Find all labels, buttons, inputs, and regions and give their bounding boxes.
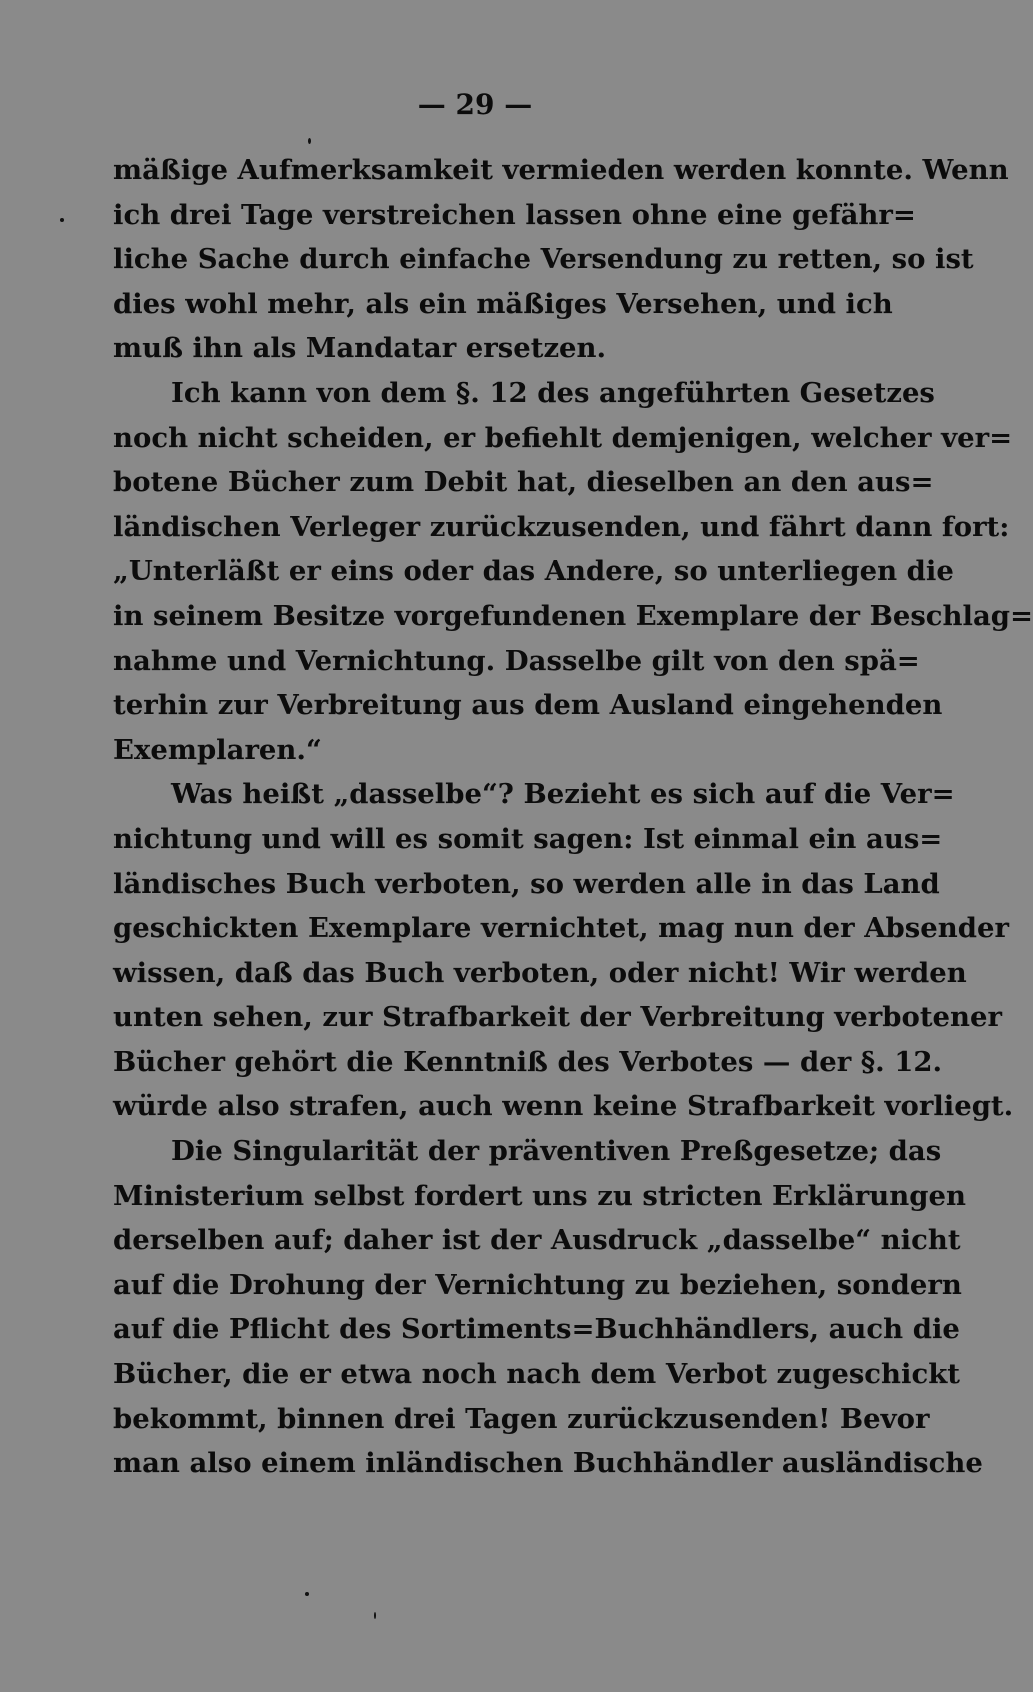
text-line: man also einem inländischen Buchhändler ausländische <box>113 1447 983 1480</box>
text-line: terhin zur Verbreitung aus dem Ausland eingehenden <box>113 689 943 722</box>
text-line: unten sehen, zur Strafbarkeit der Verbreitung verbotener <box>113 1001 1002 1034</box>
ink-speck <box>60 218 64 222</box>
text-line: ich drei Tage verstreichen lassen ohne eine gefähr= <box>113 198 916 231</box>
text-line: nahme und Vernichtung. Dasselbe gilt von den spä= <box>113 644 920 677</box>
text-line: ländischen Verleger zurückzusenden, und fährt dann fort: <box>113 510 1010 543</box>
page-number: — 29 — <box>417 88 533 121</box>
text-line: geschickten Exemplare vernichtet, mag nun der Absender <box>113 912 1009 945</box>
text-line: Die Singularität der präventiven Preßgesetze; das <box>171 1135 942 1168</box>
text-line: mäßige Aufmerksamkeit vermieden werden konnte. Wenn <box>113 154 1009 186</box>
text-line: dies wohl mehr, als ein mäßiges Versehen, und ich <box>113 287 893 320</box>
text-line: in seinem Besitze vorgefundenen Exemplare der Beschlag= <box>113 599 1033 632</box>
text-line: noch nicht scheiden, er befiehlt demjenigen, welcher ver= <box>113 421 1013 454</box>
text-line: muß ihn als Mandatar ersetzen. <box>113 332 607 365</box>
text-line: Exemplaren.“ <box>113 733 322 766</box>
text-line: botene Bücher zum Debit hat, dieselben an den aus= <box>113 466 934 499</box>
text-line: Bücher gehört die Kenntniß des Verbotes — der §. 12. <box>113 1045 943 1078</box>
text-line: wissen, daß das Buch verboten, oder nicht! Wir werden <box>113 956 967 989</box>
text-line: bekommt, binnen drei Tagen zurückzusenden! Bevor <box>113 1402 930 1435</box>
text-line: Ich kann von dem §. 12 des angeführten Gesetzes <box>171 376 935 409</box>
text-line: auf die Drohung der Vernichtung zu beziehen, sondern <box>113 1268 962 1301</box>
text-line: Was heißt „dasselbe“? Bezieht es sich auf die Ver= <box>171 778 955 811</box>
text-line: derselben auf; daher ist der Ausdruck „dasselbe“ nicht <box>113 1224 961 1257</box>
text-line: liche Sache durch einfache Versendung zu retten, so ist <box>113 243 974 276</box>
ink-speck <box>305 1592 309 1596</box>
ink-speck <box>308 138 311 144</box>
text-line: „Unterläßt er eins oder das Andere, so unterliegen die <box>113 555 954 588</box>
text-line: ländisches Buch verboten, so werden alle in das Land <box>113 867 940 900</box>
ink-speck <box>374 1612 376 1619</box>
body-text <box>113 148 1033 1486</box>
text-line: Ministerium selbst fordert uns zu stricten Erklärungen <box>113 1179 966 1212</box>
text-line: Bücher, die er etwa noch nach dem Verbot zugeschickt <box>113 1358 960 1391</box>
text-line: würde also strafen, auch wenn keine Strafbarkeit vorliegt. <box>113 1090 1014 1123</box>
text-line: nichtung und will es somit sagen: Ist einmal ein aus= <box>113 822 943 855</box>
text-line: auf die Pflicht des Sortiments=Buchhändlers, auch die <box>113 1313 960 1346</box>
